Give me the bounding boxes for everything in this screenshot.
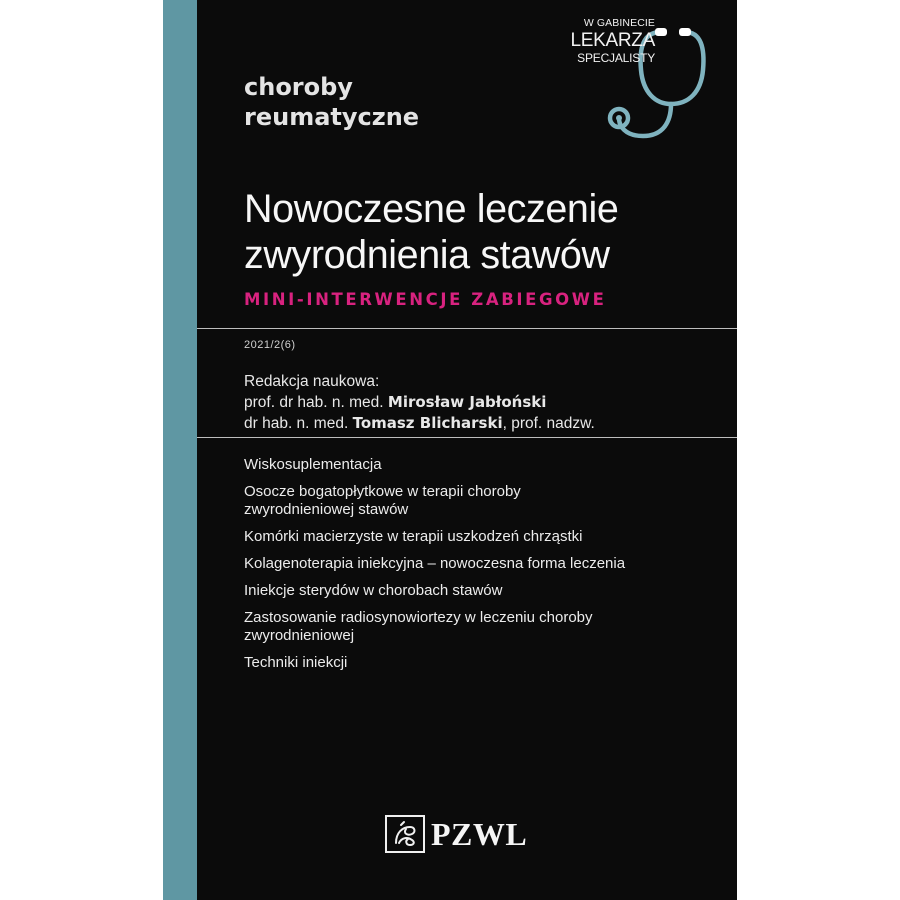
list-item <box>244 528 714 546</box>
publisher-logo <box>385 814 527 854</box>
series-line2: LEKARZA <box>570 29 655 51</box>
editors-heading: Redakcja naukowa: <box>244 373 380 390</box>
divider-bottom <box>197 437 737 438</box>
contents-item-line: zwyrodnieniowej <box>244 627 355 644</box>
editor-1 <box>244 392 595 413</box>
contents-item-line: Osocze bogatopłytkowe w terapii choroby <box>244 483 521 500</box>
contents-item-line: Techniki iniekcji <box>244 654 348 671</box>
contents-item-line: Iniekcje sterydów w chorobach stawów <box>244 582 503 599</box>
list-item <box>244 483 714 519</box>
contents-item-line: Kolagenoterapia iniekcyjna – nowoczesna forma leczenia <box>244 555 626 572</box>
pzwl-emblem-icon <box>390 819 420 849</box>
publisher-name: PZWL <box>431 816 528 852</box>
contents-list <box>244 456 714 681</box>
series-line3: SPECJALISTY <box>577 50 655 65</box>
pzwl-logo-icon <box>385 815 425 853</box>
editor-1-name: Mirosław Jabłoński <box>387 393 547 411</box>
editor-1-prefix: prof. dr hab. n. med. <box>244 394 384 411</box>
contents-item-line: Wiskosuplementacja <box>244 456 382 473</box>
issue-number: 2021/2(6) <box>244 339 296 351</box>
contents-item-line: zwyrodnieniowej stawów <box>244 501 409 518</box>
list-item <box>244 582 714 600</box>
list-item <box>244 555 714 573</box>
series-line1: W GABINECIE <box>583 17 655 29</box>
category-line2: reumatyczne <box>244 103 420 131</box>
scientific-editors <box>244 371 595 434</box>
book-title <box>244 186 618 278</box>
title-line2: zwyrodnienia stawów <box>244 233 610 277</box>
list-item <box>244 609 714 645</box>
category-line1: choroby <box>244 73 353 101</box>
contents-item-line: Komórki macierzyste w terapii uszkodzeń chrząstki <box>244 528 583 545</box>
editor-2-name: Tomasz Blicharski <box>352 414 503 432</box>
list-item <box>244 654 714 672</box>
cover-spine-stripe <box>163 0 197 900</box>
book-cover <box>163 0 737 900</box>
list-item <box>244 456 714 474</box>
title-line1: Nowoczesne leczenie <box>244 187 619 231</box>
contents-item-line: Zastosowanie radiosynowiortezy w leczeniu choroby <box>244 609 593 626</box>
editor-2 <box>244 413 595 434</box>
editor-2-prefix: dr hab. n. med. <box>244 415 349 432</box>
divider-top <box>197 328 737 329</box>
book-subtitle: MINI-INTERWENCJE ZABIEGOWE <box>244 290 607 309</box>
category-label <box>244 72 419 132</box>
editor-2-suffix: , prof. nadzw. <box>502 415 595 432</box>
series-logo-text <box>571 18 656 64</box>
